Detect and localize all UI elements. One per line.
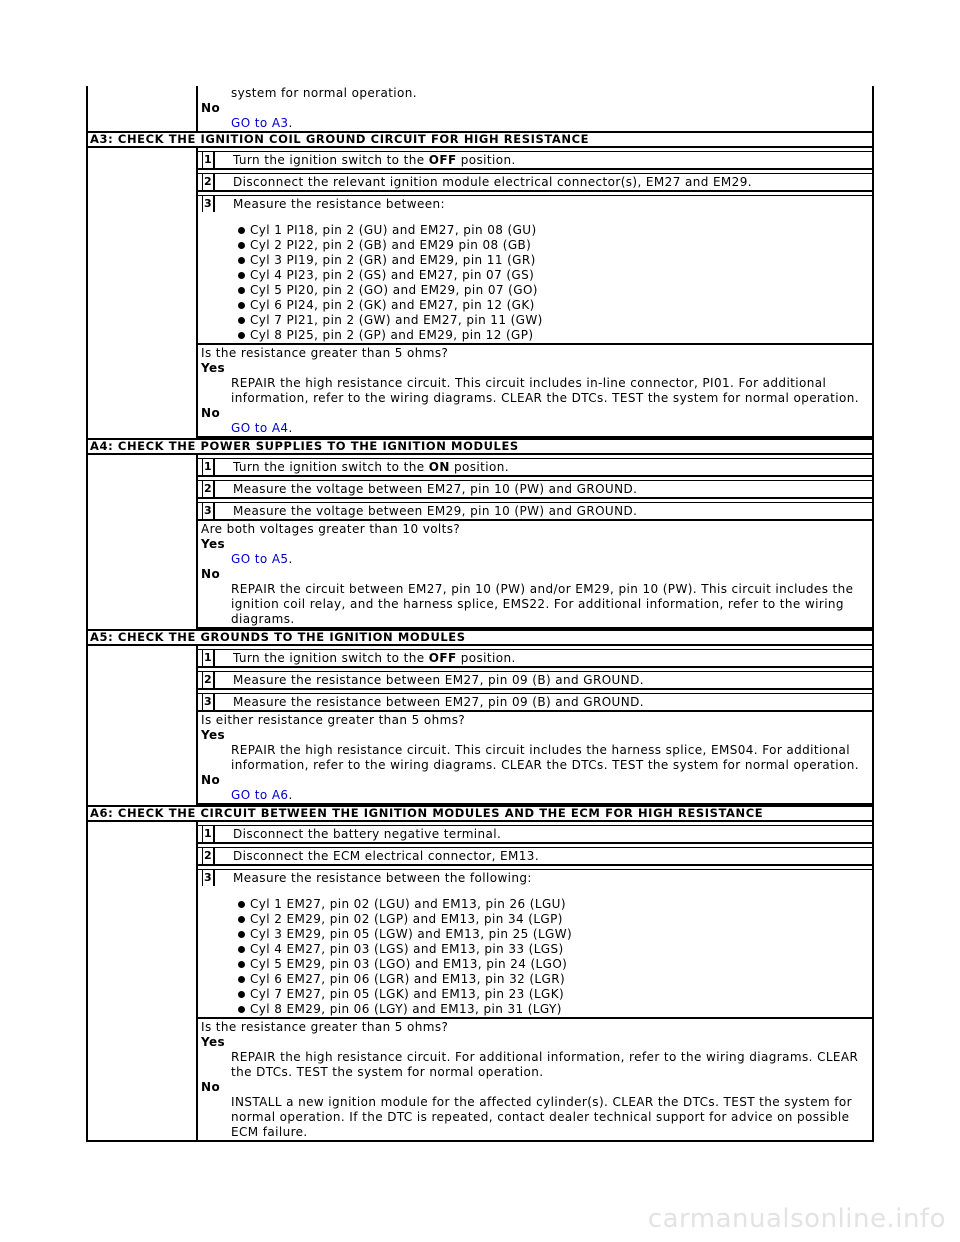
step-number: 3 — [202, 870, 215, 886]
step-number: 1 — [202, 459, 215, 475]
list-item: Cyl 2 PI22, pin 2 (GB) and EM29 pin 08 (GB) — [238, 238, 543, 253]
section-title: A6: CHECK THE CIRCUIT BETWEEN THE IGNITION MODULES AND THE ECM FOR HIGH RESISTANCE — [87, 806, 873, 821]
step-text: Measure the resistance between: — [233, 197, 446, 211]
list-item: Cyl 5 PI20, pin 2 (GO) and EM29, pin 07 (GO) — [238, 283, 543, 298]
step-number: 3 — [202, 694, 215, 710]
section-title: A5: CHECK THE GROUNDS TO THE IGNITION MODULES — [87, 630, 873, 645]
list-item: Cyl 4 PI23, pin 2 (GS) and EM27, pin 07 (GS) — [238, 268, 543, 283]
list-item: Cyl 3 EM29, pin 05 (LGW) and EM13, pin 25 (LGW) — [238, 927, 572, 942]
bullet-icon — [238, 242, 245, 249]
bullet-icon — [238, 257, 245, 264]
section-header-a4 — [87, 439, 873, 454]
list-item: Cyl 5 EM29, pin 03 (LGO) and EM13, pin 24 (LGO) — [238, 957, 572, 972]
switch-state: OFF — [428, 651, 457, 665]
switch-state: ON — [428, 460, 450, 474]
list-item: Cyl 1 EM27, pin 02 (LGU) and EM13, pin 26 (LGU) — [238, 897, 572, 912]
section-body-a4 — [87, 454, 873, 630]
step-2 — [198, 173, 872, 192]
go-to-a3-link[interactable]: GO to A3 — [231, 116, 289, 130]
no-label: No — [201, 406, 221, 420]
bullet-icon — [238, 931, 245, 938]
list-item: Cyl 4 EM27, pin 03 (LGS) and EM13, pin 33 (LGS) — [238, 942, 572, 957]
step-text: Measure the resistance between EM27, pin 09 (B) and GROUND. — [233, 695, 644, 709]
yes-label: Yes — [201, 361, 226, 375]
step-text: Measure the voltage between EM29, pin 10 (PW) and GROUND. — [233, 504, 638, 518]
bullet-icon — [238, 227, 245, 234]
answer-block: Is either resistance greater than 5 ohms? Yes REPAIR the high resistance circuit. This circuit includes the harness splice, EMS04. For additional information, refer to the wiring diagrams. CLEAR the DTCs. TEST the system for normal operation. No GO to A6. — [198, 712, 872, 805]
step-3 — [198, 869, 872, 1019]
go-to-link[interactable]: GO to A6 — [231, 788, 289, 802]
bullet-icon — [238, 976, 245, 983]
bullet-icon — [238, 991, 245, 998]
step-number: 2 — [202, 174, 215, 190]
question: Are both voltages greater than 10 volts? — [201, 522, 461, 536]
section-header-a5 — [87, 630, 873, 645]
go-to-link[interactable]: GO to A4 — [231, 421, 289, 435]
no-action: INSTALL a new ignition module for the affected cylinder(s). CLEAR the DTCs. TEST the system for normal operation. If the DTC is repeated, contact dealer technical support for advice on possible ECM failure. — [231, 1095, 852, 1139]
list-item: Cyl 7 PI21, pin 2 (GW) and EM27, pin 11 (GW) — [238, 313, 543, 328]
go-to-link[interactable]: GO to A5 — [231, 552, 289, 566]
bullet-icon — [238, 302, 245, 309]
table-bottom-border — [86, 1140, 874, 1142]
step-text: Measure the voltage between EM27, pin 10 (PW) and GROUND. — [233, 482, 638, 496]
measurement-list — [233, 897, 572, 1017]
bullet-icon — [238, 287, 245, 294]
yes-action: REPAIR the high resistance circuit. This circuit includes the harness splice, EMS04. For additional information, refer to the wiring diagrams. CLEAR the DTCs. TEST the system for normal operation. — [231, 743, 859, 772]
question: Is the resistance greater than 5 ohms? — [201, 1020, 449, 1034]
continued-text: system for normal operation. — [231, 86, 418, 100]
step-text: Measure the resistance between the following: — [233, 871, 532, 885]
continued-answer: system for normal operation. No GO to A3. — [198, 86, 872, 131]
bullet-icon — [238, 1006, 245, 1013]
step-text: Disconnect the ECM electrical connector, EM13. — [233, 849, 540, 863]
step-text: Measure the resistance between EM27, pin 09 (B) and GROUND. — [233, 673, 644, 687]
no-label: No — [201, 773, 221, 787]
step-text: Disconnect the relevant ignition module electrical connector(s), EM27 and EM29. — [233, 175, 752, 189]
list-item: Cyl 6 EM27, pin 06 (LGR) and EM13, pin 32 (LGR) — [238, 972, 572, 987]
section-header-a6 — [87, 806, 873, 821]
no-label: No — [201, 567, 221, 581]
bullet-icon — [238, 946, 245, 953]
switch-state: OFF — [428, 153, 457, 167]
yes-label: Yes — [201, 537, 226, 551]
list-item: Cyl 2 EM29, pin 02 (LGP) and EM13, pin 34 (LGP) — [238, 912, 572, 927]
bullet-icon — [238, 317, 245, 324]
step-3 — [198, 502, 872, 521]
yes-action: REPAIR the high resistance circuit. This circuit includes in-line connector, PI01. For additional information, refer to the wiring diagrams. CLEAR the DTCs. TEST the system for normal operation. — [231, 376, 859, 405]
step-3 — [198, 693, 872, 712]
step-2 — [198, 480, 872, 499]
yes-action: REPAIR the high resistance circuit. For additional information, refer to the wiring diagrams. CLEAR the DTCs. TEST the system for normal operation. — [231, 1050, 859, 1079]
list-item: Cyl 8 EM29, pin 06 (LGY) and EM13, pin 31 (LGY) — [238, 1002, 572, 1017]
no-action: REPAIR the circuit between EM27, pin 10 (PW) and/or EM29, pin 10 (PW). This circuit includes the ignition coil relay, and the harness splice, EMS22. For additional information, refer to the wiring diagrams. — [231, 582, 854, 626]
bullet-icon — [238, 961, 245, 968]
step-number: 1 — [202, 152, 215, 168]
no-label: No — [201, 101, 221, 115]
question: Is either resistance greater than 5 ohms? — [201, 713, 466, 727]
step-number: 2 — [202, 481, 215, 497]
list-item: Cyl 8 PI25, pin 2 (GP) and EM29, pin 12 (GP) — [238, 328, 543, 343]
step-1 — [198, 151, 872, 170]
section-body-a6 — [87, 821, 873, 1140]
procedure-sheet — [86, 86, 874, 1142]
step-1 — [198, 649, 872, 668]
step-text: Turn the ignition switch to the OFF position. — [233, 153, 516, 167]
answer-block — [198, 1019, 872, 1140]
step-2 — [198, 671, 872, 690]
bullet-icon — [238, 272, 245, 279]
section-title: A3: CHECK THE IGNITION COIL GROUND CIRCUIT FOR HIGH RESISTANCE — [87, 132, 873, 147]
measurement-list — [233, 223, 543, 343]
list-item: Cyl 3 PI19, pin 2 (GR) and EM29, pin 11 (GR) — [238, 253, 543, 268]
yes-label: Yes — [201, 728, 226, 742]
step-1 — [198, 458, 872, 477]
question: Is the resistance greater than 5 ohms? — [201, 346, 449, 360]
step-number: 1 — [202, 826, 215, 842]
step-1 — [198, 825, 872, 844]
list-item: Cyl 7 EM27, pin 05 (LGK) and EM13, pin 23 (LGK) — [238, 987, 572, 1002]
step-number: 1 — [202, 650, 215, 666]
section-header-a3 — [87, 132, 873, 147]
watermark: carmanualsonline.info — [647, 1204, 946, 1234]
answer-block: Is the resistance greater than 5 ohms? Yes REPAIR the high resistance circuit. This circuit includes in-line connector, PI01. For additional information, refer to the wiring diagrams. CLEAR the DTCs. TEST the system for normal operation. No GO to A4. — [198, 345, 872, 438]
step-3 — [198, 195, 872, 345]
answer-block: Are both voltages greater than 10 volts? Yes GO to A5. No REPAIR the circuit between EM27, pin 10 (PW) and/or EM29, pin 10 (PW). This circuit includes the ignition coil relay, and the harness splice, EMS22. For additional information, refer to the wiring diagrams. — [198, 521, 872, 629]
bullet-icon — [238, 332, 245, 339]
step-number: 3 — [202, 196, 215, 212]
section-body-a3 — [87, 147, 873, 439]
step-text: Turn the ignition switch to the ON position. — [233, 460, 509, 474]
bullet-icon — [238, 916, 245, 923]
list-item: Cyl 6 PI24, pin 2 (GK) and EM27, pin 12 (GK) — [238, 298, 543, 313]
bullet-icon — [238, 901, 245, 908]
step-number: 2 — [202, 848, 215, 864]
section-body-a5 — [87, 645, 873, 806]
no-label: No — [201, 1080, 221, 1094]
step-text: Disconnect the battery negative terminal. — [233, 827, 502, 841]
step-text: Turn the ignition switch to the OFF position. — [233, 651, 516, 665]
continued-row — [87, 86, 873, 132]
list-item: Cyl 1 PI18, pin 2 (GU) and EM27, pin 08 (GU) — [238, 223, 543, 238]
procedure-table — [86, 86, 874, 1140]
section-title: A4: CHECK THE POWER SUPPLIES TO THE IGNITION MODULES — [87, 439, 873, 454]
yes-label: Yes — [201, 1035, 226, 1049]
step-number: 2 — [202, 672, 215, 688]
step-2 — [198, 847, 872, 866]
step-number: 3 — [202, 503, 215, 519]
